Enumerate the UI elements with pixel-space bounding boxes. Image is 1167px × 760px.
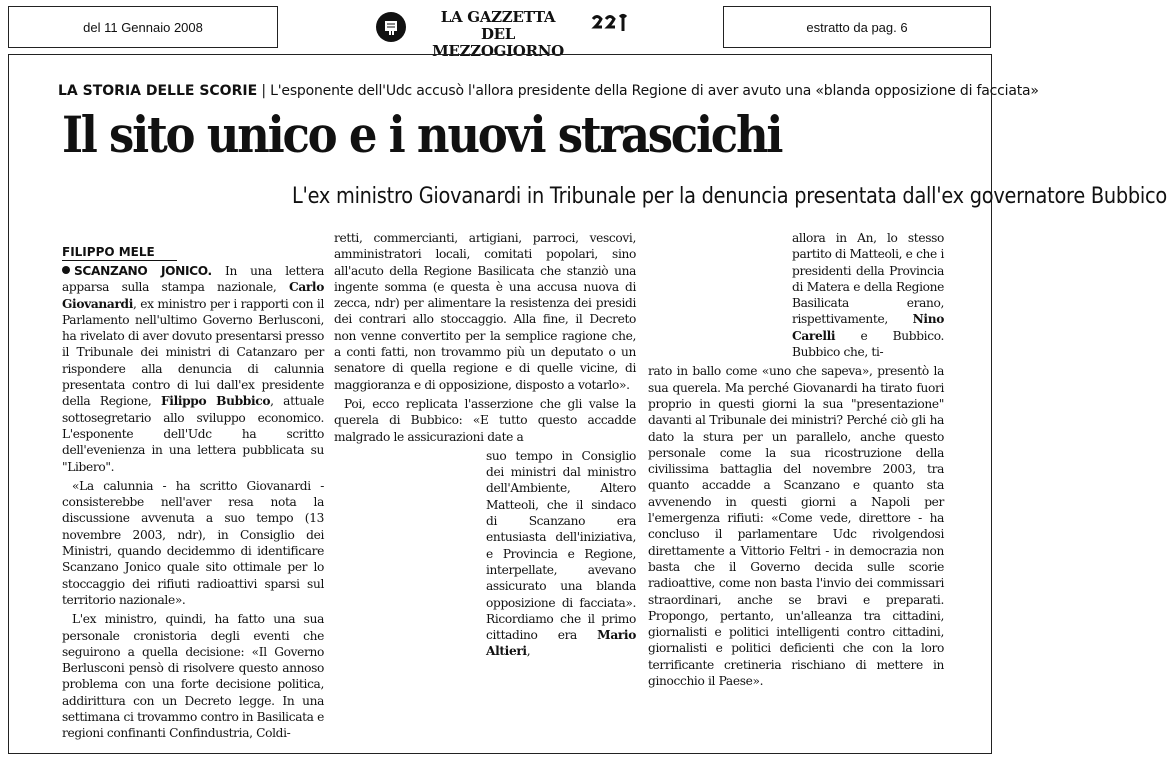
bullet-icon — [62, 266, 70, 274]
paragraph: rato in ballo come «uno che sapeva», presentò la sua querela. Ma perché Giovanardi ha tirato fuori proprio in questi giorni la sua "presentazione" davanti al Tribunale dei ministri? Perché ciò gli ha dato la stura per un parallelo, anche questo personale come la sua ricostruzione della civilissima battaglia del novembre 2003, tra quanto accadde a Scanzano e quanto sta avvenendo in questi giorni a Napoli per l'emergenza rifiuti: «Come vede, direttore - ha concluso il parlamentare Udc rivolgendosi direttamente a Vittorio Feltri - in democrazia non basta che il Governo decida sulle scorie radioattive, come non basta l'invio dei commissari straordinari, anche se bravi e preparati. Propongo, pertanto, un'alleanza tra cittadini, giornalisti e politici intelligenti contro cittadini, giornalisti e politici deficienti che con la loro terrificante cretineria rischiano di mettere in ginocchio il Paese». — [648, 364, 944, 689]
page-extract-box — [723, 6, 991, 48]
article-column-1 — [62, 263, 324, 745]
article-column-3 — [648, 230, 944, 692]
article-headline: Il sito unico e i nuovi strascichi — [62, 105, 782, 164]
text-run: In una lettera apparsa sulla stampa nazionale, — [62, 264, 324, 295]
text-run: , — [526, 644, 531, 659]
masthead — [372, 4, 658, 60]
issue-date: del 11 Gennaio 2008 — [83, 19, 203, 35]
article-byline: FILIPPO MELE — [62, 245, 177, 261]
paragraph — [486, 448, 636, 660]
text-run: , ex ministro per i rapporti con il Parlamento nell'ultimo Governo Berlusconi, ha rivelato di aver dovuto presentarsi presso il Tribunale dei ministri di Catanzaro per rispondere alla denuncia di calunnia presentata contro di lui dall'ex presidente della Regione, — [62, 296, 324, 409]
paragraph: Poi, ecco replicata l'asserzione che gli valse la querela di Bubbico: «E tutto questo accadde malgrado le assicurazioni date a — [334, 396, 636, 444]
kicker-separator: | — [257, 83, 271, 99]
text-run: allora in An, lo stesso partito di Matteoli, e che i presidenti della Provincia di Matera e della Regione Basilicata erano, rispettivamente, — [792, 231, 944, 327]
kicker-section: LA STORIA DELLE SCORIE — [58, 83, 258, 99]
paragraph: «La calunnia - ha scritto Giovanardi - consisterebbe nell'aver resa nota la discussione avvenuta a suo tempo (13 novembre 2003, ndr), in Consiglio dei Ministri, quando decidemmo di identificare Scanzano Jonico quale sito ottimale per lo stoccaggio dei rifiuti radioattivi sparsi sul territorio nazionale». — [62, 478, 324, 607]
text-run: e Bubbico. Bubbico che, ti- — [792, 328, 944, 360]
person-name: Filippo Bubbico — [160, 394, 271, 409]
person-name: Mario Altieri — [486, 628, 636, 659]
article-kicker — [58, 83, 1039, 99]
newspaper-title-line2: DEL MEZZOGIORNO — [432, 25, 564, 60]
issue-date-box — [8, 6, 278, 48]
newspaper-title — [418, 9, 578, 60]
gazzetta-mark-icon — [590, 11, 630, 43]
paragraph — [62, 263, 324, 475]
kicker-summary: L'esponente dell'Udc accusò l'allora presidente della Regione di aver avuto una «blanda opposizione di facciata» — [270, 83, 1039, 99]
paragraph: L'ex ministro, quindi, ha fatto una sua personale cronistoria degli eventi che seguirono a quella decisione: «Il Governo Berlusconi pensò di risolvere questo annoso problema con una forte decisione politica, addirittura con un Decreto legge. In una settimana ci trovammo contro in Basilicata e regioni confinanti Confindustria, Coldi- — [62, 612, 324, 741]
dateline: SCANZANO JONICO. — [74, 264, 212, 278]
article-subheadline: L'ex ministro Giovanardi in Tribunale per la denuncia presentata dall'ex governatore Bubbico — [292, 184, 1167, 209]
text-run: suo tempo in Consiglio dei ministri dal ministro dell'Ambiente, Altero Matteoli, che il sindaco di Scanzano era entusiasta dell'iniziativa, e Provincia e Regione, interpellate, avevano assicurato una blanda opposizione di facciata». Ricordiamo che il primo cittadino era — [486, 448, 636, 643]
newspaper-reader-icon — [376, 12, 406, 42]
paragraph — [792, 230, 944, 360]
person-name: Nino Carelli — [792, 312, 944, 343]
paragraph: retti, commercianti, artigiani, parroci, vescovi, amministratori locali, comitati popolari, sino all'acuto della Regione Basilicata che stanziò una ingente somma (e questa è una accusa nuova di zecca, ndr) per alimentare la resistenza dei presidi dei contrari allo stoccaggio. Alla fine, il Decreto non venne convertito per la semplice ragione che, a conti fatti, non trovammo più un deputato o un senatore di quella regione e di quelle vicine, di maggioranza e di opposizione, disposto a votarlo». — [334, 231, 636, 392]
page-extract: estratto da pag. 6 — [806, 19, 908, 35]
person-name: Carlo Giovanardi — [62, 280, 324, 311]
text-run: , attuale sottosegretario allo sviluppo economico. L'esponente dell'Udc ha scritto dell'evenienza in una lettera pubblicata su "Libero". — [62, 394, 325, 474]
newspaper-title-line1: LA GAZZETTA — [440, 8, 556, 26]
article-column-2 — [334, 230, 636, 663]
